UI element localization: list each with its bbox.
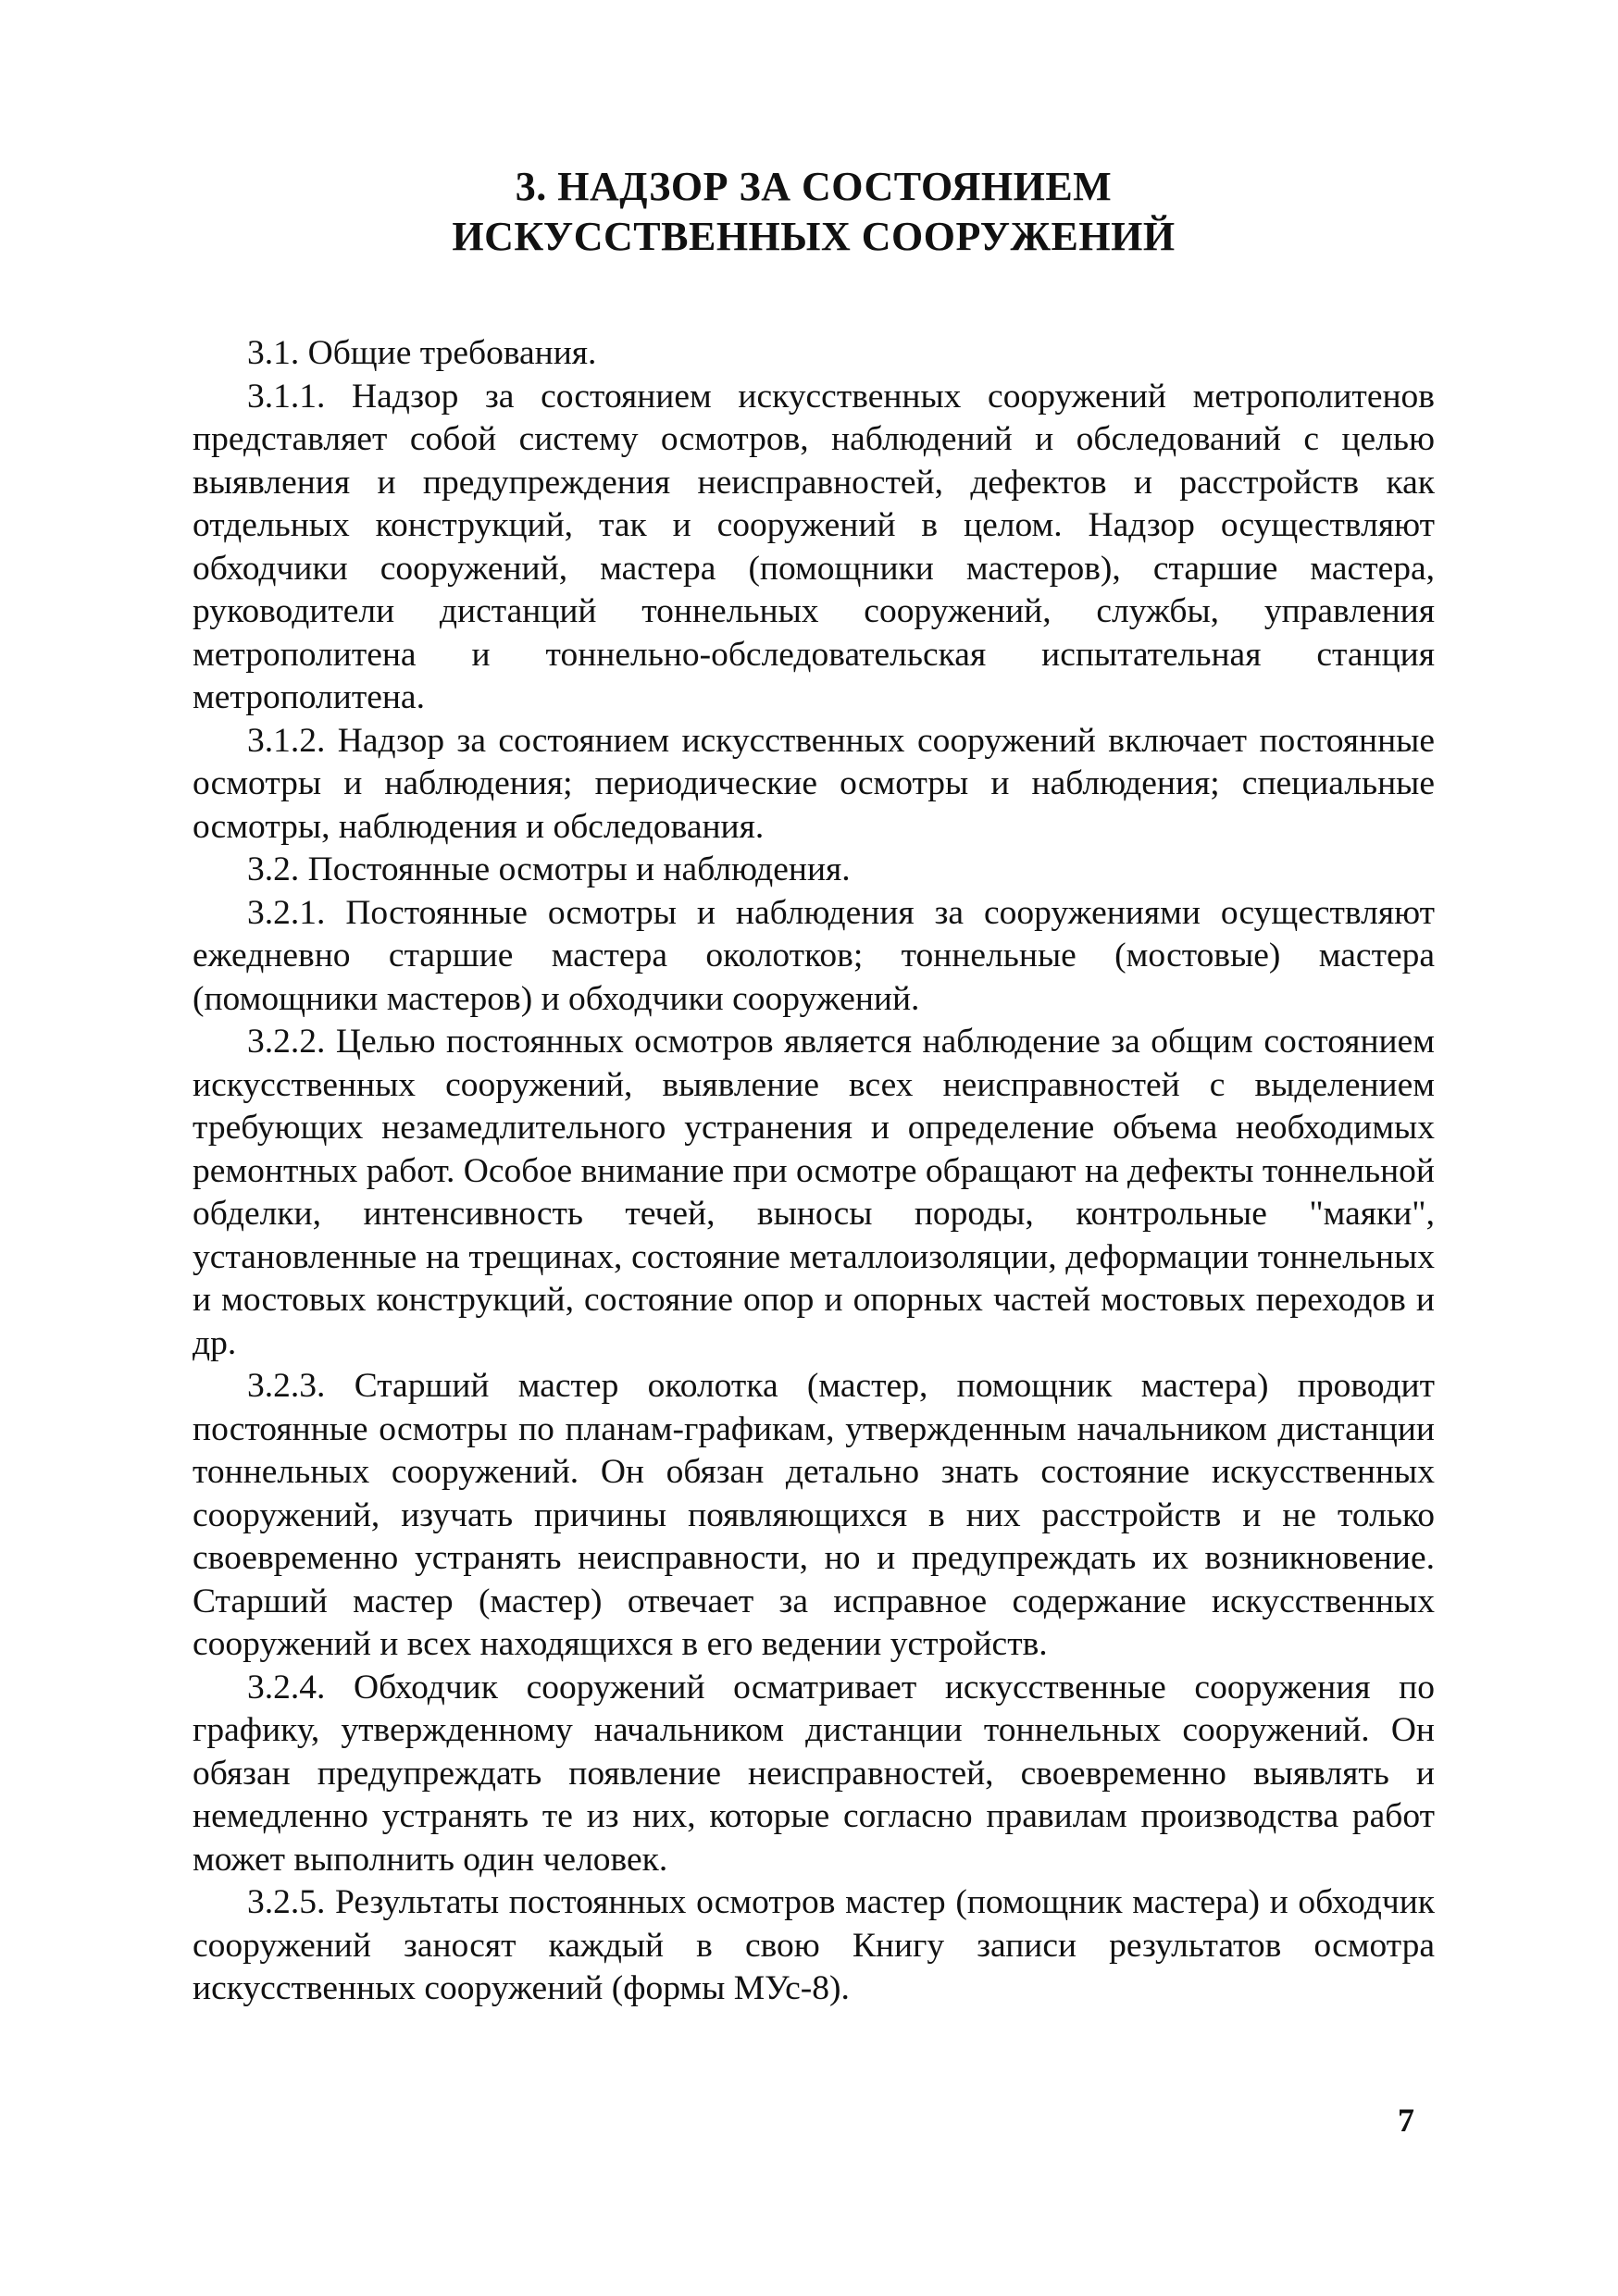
clause-number: 3.2.5.: [247, 1883, 326, 1921]
clause-text: Постоянные осмотры и наблюдения за сооружениями осуществляют ежедневно старшие мастера околотков; тоннельные (мостовые) мастера (помощники мастеров) и обходчики сооружений.: [193, 893, 1435, 1018]
clause-text: Надзор за состоянием искусственных сооружений метрополитенов представляет собой систему осмотров, наблюдений и обследований с целью выявления и предупреждения неисправностей, дефектов и расстройств как отдельных конструкций, так и сооружений в целом. Надзор осуществляют обходчики сооружений, мастера (помощники мастеров), старшие мастера, руководители дистанций тоннельных сооружений, службы, управления метрополитена и тоннельно-обследовательская испытательная станция метрополитена.: [193, 377, 1435, 716]
clause-number: 3.2.: [247, 850, 300, 888]
paragraph-3-1-2: [193, 720, 1435, 850]
paragraph-3-2-4: [193, 1667, 1435, 1882]
clause-number: 3.1.: [247, 334, 300, 372]
paragraph-3-1: [193, 332, 1435, 376]
clause-number: 3.2.4.: [247, 1668, 326, 1706]
clause-number: 3.1.2.: [247, 721, 326, 760]
body-text: [193, 332, 1435, 2011]
clause-text: Общие требования.: [299, 334, 597, 372]
paragraph-3-2-5: [193, 1881, 1435, 2011]
clause-number: 3.1.1.: [247, 377, 326, 416]
paragraph-3-1-1: [193, 376, 1435, 720]
clause-number: 3.2.1.: [247, 893, 326, 932]
paragraph-3-2-3: [193, 1365, 1435, 1667]
paragraph-3-2-2: [193, 1021, 1435, 1365]
section-heading-line-1: 3. НАДЗОР ЗА СОСТОЯНИЕМ: [515, 164, 1113, 209]
page-number: 7: [1398, 2102, 1414, 2139]
paragraph-3-2-1: [193, 892, 1435, 1022]
paragraph-3-2: [193, 849, 1435, 892]
section-heading: [193, 162, 1435, 262]
clause-text: Старший мастер околотка (мастер, помощник мастера) проводит постоянные осмотры по планам-графикам, утвержденным начальником дистанции тоннельных сооружений. Он обязан детально знать состояние искусственных сооружений, изучать причины появляющихся в них расстройств и не только своевременно устранять неисправности, но и предупреждать их возникновение. Старший мастер (мастер) отвечает за исправное содержание искусственных сооружений и всех находящихся в его ведении устройств.: [193, 1367, 1435, 1663]
clause-text: Обходчик сооружений осматривает искусственные сооружения по графику, утвержденному начальником дистанции тоннельных сооружений. Он обязан предупреждать появление неисправностей, своевременно выявлять и немедленно устранять те из них, которые согласно правилам производства работ может выполнить один человек.: [193, 1668, 1435, 1879]
clause-number: 3.2.3.: [247, 1367, 326, 1405]
clause-text: Надзор за состоянием искусственных сооружений включает постоянные осмотры и наблюдения; периодические осмотры и наблюдения; специальные осмотры, наблюдения и обследования.: [193, 721, 1435, 846]
clause-text: Постоянные осмотры и наблюдения.: [299, 850, 851, 888]
clause-text: Результаты постоянных осмотров мастер (помощник мастера) и обходчик сооружений заносят каждый в свою Книгу записи результатов осмотра искусственных сооружений (формы МУс-8).: [193, 1883, 1435, 2007]
clause-text: Целью постоянных осмотров является наблюдение за общим состоянием искусственных сооружений, выявление всех неисправностей с выделением требующих незамедлительного устранения и определение объема необходимых ремонтных работ. Особое внимание при осмотре обращают на дефекты тоннельной обделки, интенсивность течей, выносы породы, контрольные "маяки", установленные на трещинах, состояние металлоизоляции, деформации тоннельных и мостовых конструкций, состояние опор и опорных частей мостовых переходов и др.: [193, 1023, 1435, 1362]
clause-number: 3.2.2.: [247, 1023, 326, 1061]
document-page: [193, 162, 1435, 2011]
section-heading-line-2: ИСКУССТВЕННЫХ СООРУЖЕНИЙ: [452, 214, 1176, 259]
